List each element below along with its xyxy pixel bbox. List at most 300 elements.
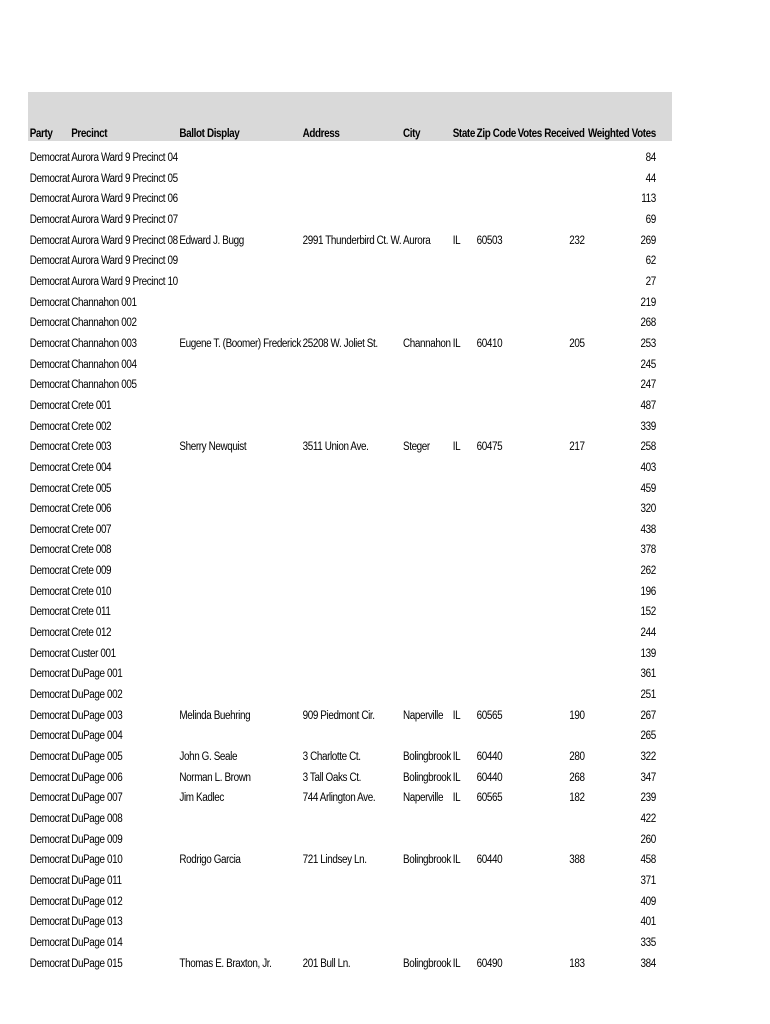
city-cell (401, 582, 451, 603)
address-cell (301, 623, 401, 644)
party-cell: Democrat (29, 668, 70, 681)
ballot-display-cell (178, 623, 301, 644)
table-row (28, 871, 658, 892)
ballot-display-cell (178, 561, 301, 582)
header-votes-received: Votes Received (517, 128, 585, 140)
state-cell (451, 396, 475, 417)
precinct-cell: Aurora Ward 9 Precinct 05 (71, 172, 178, 185)
address-cell: 25208 W. Joliet St. (302, 337, 378, 350)
ballot-display-cell (178, 664, 301, 685)
table-row (28, 479, 658, 500)
precinct-cell: Channahon 001 (71, 296, 137, 309)
ballot-display-cell (178, 293, 301, 314)
table-row (28, 747, 658, 768)
table-row (28, 417, 658, 438)
table-row (28, 912, 658, 933)
header-address: Address (302, 128, 340, 140)
city-cell: Steger (403, 441, 430, 454)
party-cell: Democrat (29, 296, 70, 309)
state-cell (451, 933, 475, 954)
votes-received-cell: 183 (569, 957, 585, 970)
state-cell (451, 830, 475, 851)
header-ballot-display: Ballot Display (179, 128, 240, 140)
state-cell (451, 210, 475, 231)
city-cell: Bolingbrook (403, 751, 451, 764)
table-row (28, 623, 658, 644)
weighted-votes-cell: 196 (640, 585, 656, 598)
state-cell: IL (452, 441, 461, 454)
city-cell (401, 458, 451, 479)
party-cell: Democrat (29, 482, 70, 495)
precinct-cell: DuPage 005 (71, 751, 123, 764)
table-row (28, 210, 658, 231)
table-row (28, 293, 658, 314)
weighted-votes-cell: 335 (640, 936, 656, 949)
votes-received-cell (516, 355, 586, 376)
party-cell: Democrat (29, 255, 70, 268)
address-cell (301, 912, 401, 933)
state-cell (451, 375, 475, 396)
address-cell: 3 Charlotte Ct. (302, 751, 361, 764)
state-cell (451, 623, 475, 644)
party-cell: Democrat (29, 213, 70, 226)
ballot-display-cell: Edward J. Bugg (179, 234, 244, 247)
address-cell (301, 458, 401, 479)
votes-received-cell (516, 644, 586, 665)
weighted-votes-cell: 403 (640, 461, 656, 474)
address-cell (301, 272, 401, 293)
table-row (28, 788, 658, 809)
votes-received-cell (516, 313, 586, 334)
precinct-cell: Crete 010 (71, 585, 112, 598)
party-cell: Democrat (29, 399, 70, 412)
ballot-display-cell (178, 582, 301, 603)
state-cell: IL (452, 771, 461, 784)
ballot-display-cell (178, 685, 301, 706)
weighted-votes-cell: 152 (640, 606, 656, 619)
ballot-display-cell (178, 272, 301, 293)
weighted-votes-cell: 438 (640, 523, 656, 536)
party-cell: Democrat (29, 689, 70, 702)
city-cell (401, 540, 451, 561)
weighted-votes-cell: 322 (640, 751, 656, 764)
city-cell: Aurora (403, 234, 431, 247)
party-cell: Democrat (29, 275, 70, 288)
zip-code-cell (475, 623, 516, 644)
city-cell (401, 685, 451, 706)
city-cell: Naperville (403, 792, 444, 805)
ballot-display-cell (178, 313, 301, 334)
party-cell: Democrat (29, 751, 70, 764)
weighted-votes-cell: 268 (640, 317, 656, 330)
votes-received-cell (516, 809, 586, 830)
header-state: State (452, 128, 475, 140)
table-row (28, 231, 658, 252)
state-cell (451, 417, 475, 438)
city-cell (401, 871, 451, 892)
zip-code-cell: 60410 (476, 337, 503, 350)
precinct-cell: Aurora Ward 9 Precinct 08 (71, 234, 178, 247)
zip-code-cell (475, 417, 516, 438)
state-cell (451, 313, 475, 334)
precinct-cell: DuPage 001 (71, 668, 123, 681)
precinct-cell: DuPage 006 (71, 771, 123, 784)
table-row (28, 189, 658, 210)
votes-received-cell: 182 (569, 792, 585, 805)
state-cell (451, 561, 475, 582)
address-cell (301, 540, 401, 561)
party-cell: Democrat (29, 936, 70, 949)
city-cell: Bolingbrook (403, 771, 451, 784)
weighted-votes-cell: 361 (640, 668, 656, 681)
table-row (28, 458, 658, 479)
party-cell: Democrat (29, 957, 70, 970)
precinct-cell: Crete 006 (71, 503, 112, 516)
votes-received-cell (516, 830, 586, 851)
zip-code-cell: 60565 (476, 709, 503, 722)
votes-received-cell (516, 251, 586, 272)
address-cell (301, 664, 401, 685)
weighted-votes-cell: 219 (640, 296, 656, 309)
address-cell (301, 871, 401, 892)
weighted-votes-cell: 265 (640, 730, 656, 743)
ballot-display-cell (178, 726, 301, 747)
votes-received-cell (516, 685, 586, 706)
zip-code-cell: 60440 (476, 751, 503, 764)
ballot-display-cell (178, 602, 301, 623)
table-row (28, 396, 658, 417)
votes-received-cell (516, 892, 586, 913)
votes-received-cell (516, 582, 586, 603)
zip-code-cell (475, 520, 516, 541)
city-cell (401, 623, 451, 644)
party-cell: Democrat (29, 854, 70, 867)
address-cell (301, 355, 401, 376)
table-row (28, 251, 658, 272)
table-row (28, 706, 658, 727)
party-cell: Democrat (29, 317, 70, 330)
table-row (28, 685, 658, 706)
zip-code-cell (475, 582, 516, 603)
votes-received-cell (516, 396, 586, 417)
party-cell: Democrat (29, 833, 70, 846)
address-cell (301, 809, 401, 830)
state-cell (451, 251, 475, 272)
header-zip-code: Zip Code (476, 128, 516, 140)
precinct-cell: Aurora Ward 9 Precinct 04 (71, 152, 178, 164)
zip-code-cell (475, 726, 516, 747)
table-body (28, 148, 658, 974)
party-cell: Democrat (29, 813, 70, 825)
party-cell: Democrat (29, 152, 70, 164)
ballot-display-cell (178, 499, 301, 520)
votes-received-cell (516, 623, 586, 644)
weighted-votes-cell: 44 (645, 172, 656, 185)
weighted-votes-cell: 69 (645, 213, 656, 226)
ballot-display-cell (178, 355, 301, 376)
party-cell: Democrat (29, 503, 70, 516)
ballot-display-cell (178, 520, 301, 541)
state-cell (451, 458, 475, 479)
precinct-cell: Crete 005 (71, 482, 112, 495)
precinct-cell: DuPage 010 (71, 854, 123, 867)
city-cell (401, 892, 451, 913)
state-cell: IL (452, 854, 461, 867)
votes-received-cell: 217 (569, 441, 585, 454)
state-cell (451, 892, 475, 913)
city-cell (401, 396, 451, 417)
party-cell: Democrat (29, 916, 70, 929)
zip-code-cell (475, 602, 516, 623)
table-row (28, 582, 658, 603)
zip-code-cell (475, 169, 516, 190)
weighted-votes-cell: 487 (640, 399, 656, 412)
votes-received-cell (516, 293, 586, 314)
table-row (28, 375, 658, 396)
ballot-display-cell: Eugene T. (Boomer) Frederick (179, 337, 301, 350)
ballot-display-cell (178, 912, 301, 933)
weighted-votes-cell: 262 (640, 565, 656, 578)
weighted-votes-cell: 458 (640, 854, 656, 867)
state-cell (451, 664, 475, 685)
votes-received-cell (516, 417, 586, 438)
precinct-cell: DuPage 004 (71, 730, 123, 743)
address-cell (301, 499, 401, 520)
ballot-display-cell (178, 417, 301, 438)
votes-received-cell (516, 169, 586, 190)
state-cell (451, 644, 475, 665)
city-cell (401, 210, 451, 231)
table-row (28, 499, 658, 520)
address-cell (301, 293, 401, 314)
address-cell (301, 830, 401, 851)
address-cell (301, 479, 401, 500)
party-cell: Democrat (29, 730, 70, 743)
votes-received-cell: 205 (569, 337, 585, 350)
party-cell: Democrat (29, 647, 70, 660)
party-cell: Democrat (29, 172, 70, 185)
address-cell (301, 892, 401, 913)
city-cell (401, 809, 451, 830)
weighted-votes-cell: 371 (640, 874, 656, 887)
party-cell: Democrat (29, 792, 70, 805)
precinct-cell: Crete 009 (71, 565, 112, 578)
weighted-votes-cell: 239 (640, 792, 656, 805)
table-row (28, 644, 658, 665)
precinct-cell: DuPage 003 (71, 709, 123, 722)
ballot-display-cell (178, 458, 301, 479)
weighted-votes-cell: 320 (640, 503, 656, 516)
votes-received-cell (516, 540, 586, 561)
precinct-cell: Custer 001 (71, 647, 116, 660)
weighted-votes-cell: 251 (640, 689, 656, 702)
state-cell (451, 479, 475, 500)
party-cell: Democrat (29, 234, 70, 247)
party-cell: Democrat (29, 337, 70, 350)
ballot-display-cell (178, 644, 301, 665)
city-cell (401, 189, 451, 210)
ballot-display-cell (178, 830, 301, 851)
precinct-cell: Aurora Ward 9 Precinct 07 (71, 213, 178, 226)
ballot-display-cell: Melinda Buehring (179, 709, 251, 722)
zip-code-cell (475, 272, 516, 293)
party-cell: Democrat (29, 379, 70, 392)
zip-code-cell (475, 685, 516, 706)
state-cell (451, 602, 475, 623)
weighted-votes-cell: 267 (640, 709, 656, 722)
state-cell (451, 726, 475, 747)
table-row (28, 437, 658, 458)
zip-code-cell: 60440 (476, 771, 503, 784)
city-cell (401, 726, 451, 747)
precinct-cell: Crete 004 (71, 461, 112, 474)
party-cell: Democrat (29, 420, 70, 433)
votes-received-cell (516, 520, 586, 541)
weighted-votes-cell: 62 (645, 255, 656, 268)
weighted-votes-cell: 347 (640, 771, 656, 784)
precinct-cell: DuPage 013 (71, 916, 123, 929)
weighted-votes-cell: 245 (640, 358, 656, 371)
ballot-display-cell (178, 892, 301, 913)
state-cell (451, 499, 475, 520)
zip-code-cell (475, 458, 516, 479)
ballot-display-cell (178, 251, 301, 272)
zip-code-cell (475, 830, 516, 851)
party-cell: Democrat (29, 544, 70, 557)
address-cell (301, 644, 401, 665)
weighted-votes-cell: 258 (640, 441, 656, 454)
precinct-cell: Aurora Ward 9 Precinct 09 (71, 255, 178, 268)
votes-received-cell (516, 499, 586, 520)
city-cell (401, 912, 451, 933)
city-cell: Naperville (403, 709, 444, 722)
ballot-display-cell (178, 210, 301, 231)
table-row (28, 726, 658, 747)
state-cell: IL (452, 792, 461, 805)
precinct-cell: DuPage 008 (71, 813, 123, 825)
votes-received-cell: 280 (569, 751, 585, 764)
votes-received-cell (516, 602, 586, 623)
zip-code-cell: 60475 (476, 441, 503, 454)
votes-received-cell (516, 664, 586, 685)
zip-code-cell (475, 375, 516, 396)
table-row (28, 602, 658, 623)
ballot-display-cell (178, 871, 301, 892)
table-row (28, 540, 658, 561)
zip-code-cell (475, 479, 516, 500)
ballot-display-cell (178, 375, 301, 396)
city-cell (401, 520, 451, 541)
address-cell (301, 726, 401, 747)
table-row (28, 768, 658, 789)
city-cell (401, 293, 451, 314)
address-cell: 201 Bull Ln. (302, 957, 351, 970)
city-cell (401, 355, 451, 376)
city-cell (401, 664, 451, 685)
address-cell (301, 602, 401, 623)
state-cell (451, 685, 475, 706)
weighted-votes-cell: 84 (645, 152, 656, 164)
address-cell (301, 313, 401, 334)
zip-code-cell (475, 396, 516, 417)
state-cell: IL (452, 957, 461, 970)
precinct-cell: DuPage 012 (71, 895, 123, 908)
zip-code-cell (475, 251, 516, 272)
votes-received-cell (516, 210, 586, 231)
ballot-display-cell (178, 189, 301, 210)
party-cell: Democrat (29, 709, 70, 722)
table-row (28, 355, 658, 376)
ballot-display-cell: Jim Kadlec (179, 792, 224, 805)
precinct-cell: Aurora Ward 9 Precinct 10 (71, 275, 178, 288)
precinct-cell: DuPage 014 (71, 936, 123, 949)
state-cell: IL (452, 337, 461, 350)
zip-code-cell (475, 540, 516, 561)
zip-code-cell: 60565 (476, 792, 503, 805)
party-cell: Democrat (29, 193, 70, 206)
precinct-cell: Crete 001 (71, 399, 112, 412)
table-row (28, 892, 658, 913)
zip-code-cell (475, 871, 516, 892)
state-cell (451, 582, 475, 603)
state-cell (451, 148, 475, 169)
votes-received-cell (516, 148, 586, 169)
ballot-display-cell (178, 396, 301, 417)
address-cell: 2991 Thunderbird Ct. W. (302, 234, 402, 247)
votes-received-cell (516, 561, 586, 582)
table-row (28, 933, 658, 954)
state-cell (451, 169, 475, 190)
precinct-cell: Crete 008 (71, 544, 112, 557)
precinct-cell: Channahon 002 (71, 317, 137, 330)
votes-received-cell (516, 189, 586, 210)
party-cell: Democrat (29, 895, 70, 908)
zip-code-cell (475, 189, 516, 210)
table-row (28, 334, 658, 355)
header-row (28, 92, 658, 148)
city-cell (401, 933, 451, 954)
state-cell (451, 520, 475, 541)
votes-received-cell: 388 (569, 854, 585, 867)
party-cell: Democrat (29, 358, 70, 371)
zip-code-cell (475, 499, 516, 520)
header-weighted-votes: Weighted Votes (588, 128, 656, 140)
address-cell (301, 396, 401, 417)
weighted-votes-cell: 384 (640, 957, 656, 970)
party-cell: Democrat (29, 771, 70, 784)
table-row (28, 830, 658, 851)
weighted-votes-cell: 27 (645, 275, 656, 288)
address-cell: 744 Arlington Ave. (302, 792, 376, 805)
state-cell: IL (452, 751, 461, 764)
party-cell: Democrat (29, 461, 70, 474)
precinct-cell: Crete 002 (71, 420, 112, 433)
city-cell (401, 313, 451, 334)
city-cell (401, 479, 451, 500)
state-cell (451, 189, 475, 210)
ballot-display-cell: Sherry Newquist (179, 441, 247, 454)
weighted-votes-cell: 244 (640, 627, 656, 640)
zip-code-cell: 60440 (476, 854, 503, 867)
city-cell (401, 272, 451, 293)
address-cell (301, 169, 401, 190)
precinct-cell: Crete 003 (71, 441, 112, 454)
state-cell (451, 809, 475, 830)
table-row (28, 313, 658, 334)
state-cell (451, 272, 475, 293)
table-row (28, 272, 658, 293)
zip-code-cell (475, 313, 516, 334)
